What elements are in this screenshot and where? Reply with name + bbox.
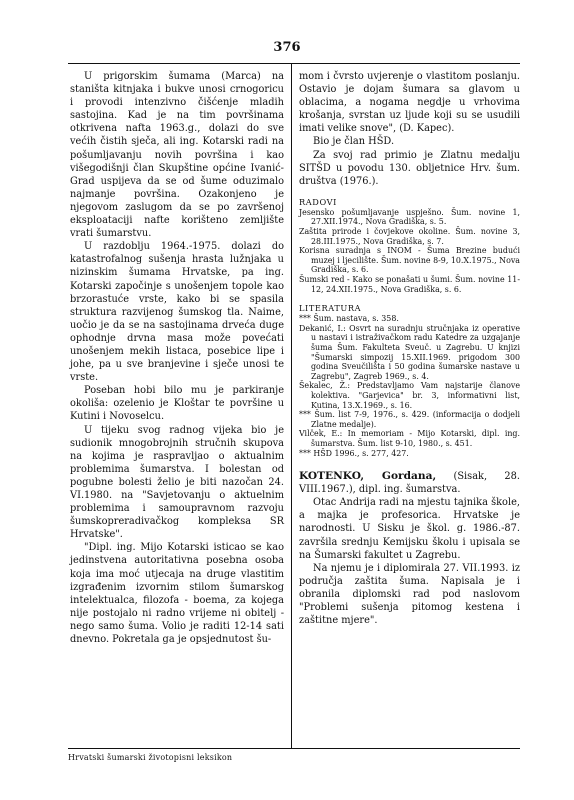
bibliography-item: Šumski red - Kako se ponašati u šumi. Šum. novine 11-12, 24.XII.1975., Nova Gradiška, s. 6. (299, 275, 520, 294)
page-number: 376 (273, 40, 301, 55)
literature-item: *** Šum. nastava, s. 358. (299, 314, 399, 324)
body-paragraph: Na njemu je i diplomirala 27. VII.1993. iz područja zaštita šuma. Napisala je i obranila diplomski rad pod naslovom "Problemi sušenja pitomog kestena i zaštitne mjere". (299, 562, 520, 627)
bibliography-item: Jesensko pošumljavanje uspješno. Šum. novine 1, 27.XII.1974., Nova Gradiška, s. 5. (299, 207, 520, 227)
body-paragraph: Poseban hobi bilo mu je parkiranje okoliša: ozelenio je Kloštar te površine u Kutini i Novoselcu. (70, 385, 284, 423)
literature-item: Vilček, E.: In memoriam - Mijo Kotarski, dipl. ing. šumarstva. Šum. list 9-10, 1980., s. 451. (299, 429, 520, 448)
body-paragraph: Otac Andrija radi na mjestu tajnika škole, a majka je profesorica. Hrvatske je narodnosti. U Sisku je škol. g. 1986.-87. završila srednju Kemijsku školu i upisala se na Šumarski fakultet u Zagrebu. (299, 497, 520, 561)
body-paragraph: mom i čvrsto uvjerenje o vlastitom poslanju. Ostavio je dojam šumara sa glavom u oblacima, a nogama negdje u vrhovima krošanja, svrstan uz ljude koji su se usudili imati velike snove", (D. Kapec). (299, 71, 520, 135)
literature-item: Šekalec, Ž.: Predstavljamo Vam najstarije članove kolektiva. "Garjevica" br. 3, informativni list, Kutina, 13.X.1969., s. 16. (299, 381, 520, 410)
body-paragraph: Bio je član HŠD. (313, 136, 395, 148)
literatura-heading: LITERATURA (299, 303, 362, 314)
lexicon-entry-header (299, 470, 520, 496)
body-paragraph: U prigorskim šumama (Marca) na staništa kitnjaka i bukve unosi crnogoricu i provodi intenzivno čišćenje mladih sastojina. Kad je na tim površinama otkrivena nafta 1963.g., dolazi do sve većih čistih sječa, ali ing. Kotarski radi na pošumljavanju novih površina i kao višegodišnji član Skupštine općine Ivanić-Grad uspijeva da se od šume oduzimalo najmanje površina. Ozakonjeno je njegovom zaslugom da se po završenoj eksploataciji nafte korišteno zemljište vrati šumarstvu. (70, 71, 284, 240)
footer-text: Hrvatski šumarski životopisni leksikon (68, 753, 233, 762)
right-column (299, 70, 520, 627)
body-paragraph: U tijeku svog radnog vijeka bio je sudionik mnogobrojnih stručnih skupova na kojima je raspravljao o aktualnim problemima šumarstva. I bolestan od pogubne bolesti želio je biti nazočan 24. VI.1980. na "Savjetovanju o aktuelnim problemima i samoupravnom razvoju šumskopreradivačkog kompleksa SR Hrvatske". (70, 424, 284, 541)
body-paragraph: "Dipl. ing. Mijo Kotarski isticao se kao jedinstvena autoritativna posebna osoba koja ima moć utjecaja na druge vlastitim izgrađenim izvornim stilom šumarskog intelektualca, filozofa - boema, za kojega nije postojalo ni radno vrijeme ni obitelj - nego samo šuma. Volio je raditi 12-14 sati dnevno. Pokretala ga je opsjednutost šu- (70, 542, 284, 646)
literature-item: *** HŠD 1996., s. 277, 427. (299, 448, 409, 458)
entry-name: KOTENKO, Gordana, (299, 470, 437, 483)
radovi-heading: RADOVI (299, 196, 337, 207)
body-paragraph: U razdoblju 1964.-1975. dolazi do katastrofalnog sušenja hrasta lužnjaka u nizinskim šumama Hrvatske, pa ing. Kotarski započinje s unošenjem topole kao brzorastuće vrste, kako bi se spasila struktura razvijenog šumskog tla. Naime, uočio je da se na sastojinama drveća duge ophodnje drvna masa može povećati unošenjem mekih listaca, posebice lipe i johe, pa u sve branjevine i sječe unosi te vrste. (70, 241, 284, 384)
entry-details: (Sisak, 28. VIII.1967.), dipl. ing. šumarstva. (299, 471, 520, 496)
header-rule (68, 63, 520, 64)
bibliography-item: Korisna suradnja s INOM - Šuma Brezine budući muzej i ljecilište. Šum. novine 8-9, 10.X.1975., Nova Gradiška, s. 6. (299, 246, 520, 275)
column-divider (291, 63, 292, 748)
literature-item: Dekanić, I.: Osvrt na suradnju stručnjaka iz operative u nastavi i istraživačkom radu Katedre za uzgajanje šuma Šum. Fakulteta Sveuč. u Zagrebu. U knjizi "Šumarski simpozij 15.XII.1969. prigodom 300 godina Sveučilišta i 50 godina šumarske nastave u Zagrebu", Zagreb 1969., s. 4. (299, 323, 520, 381)
body-paragraph: Za svoj rad primio je Zlatnu medalju SITŠD u povodu 130. obljetnice Hrv. šum. društva (1976.). (299, 149, 520, 187)
literature-item: *** Šum. list 7-9, 1976., s. 429. (informacija o dodjeli Zlatne medalje). (299, 410, 520, 429)
footer-rule (68, 748, 520, 749)
left-column (70, 70, 284, 646)
bibliography-item: Zaštita prirode i čovjekove okoline. Šum. novine 3, 28.III.1975., Nova Gradiška, s. 7. (299, 227, 520, 246)
